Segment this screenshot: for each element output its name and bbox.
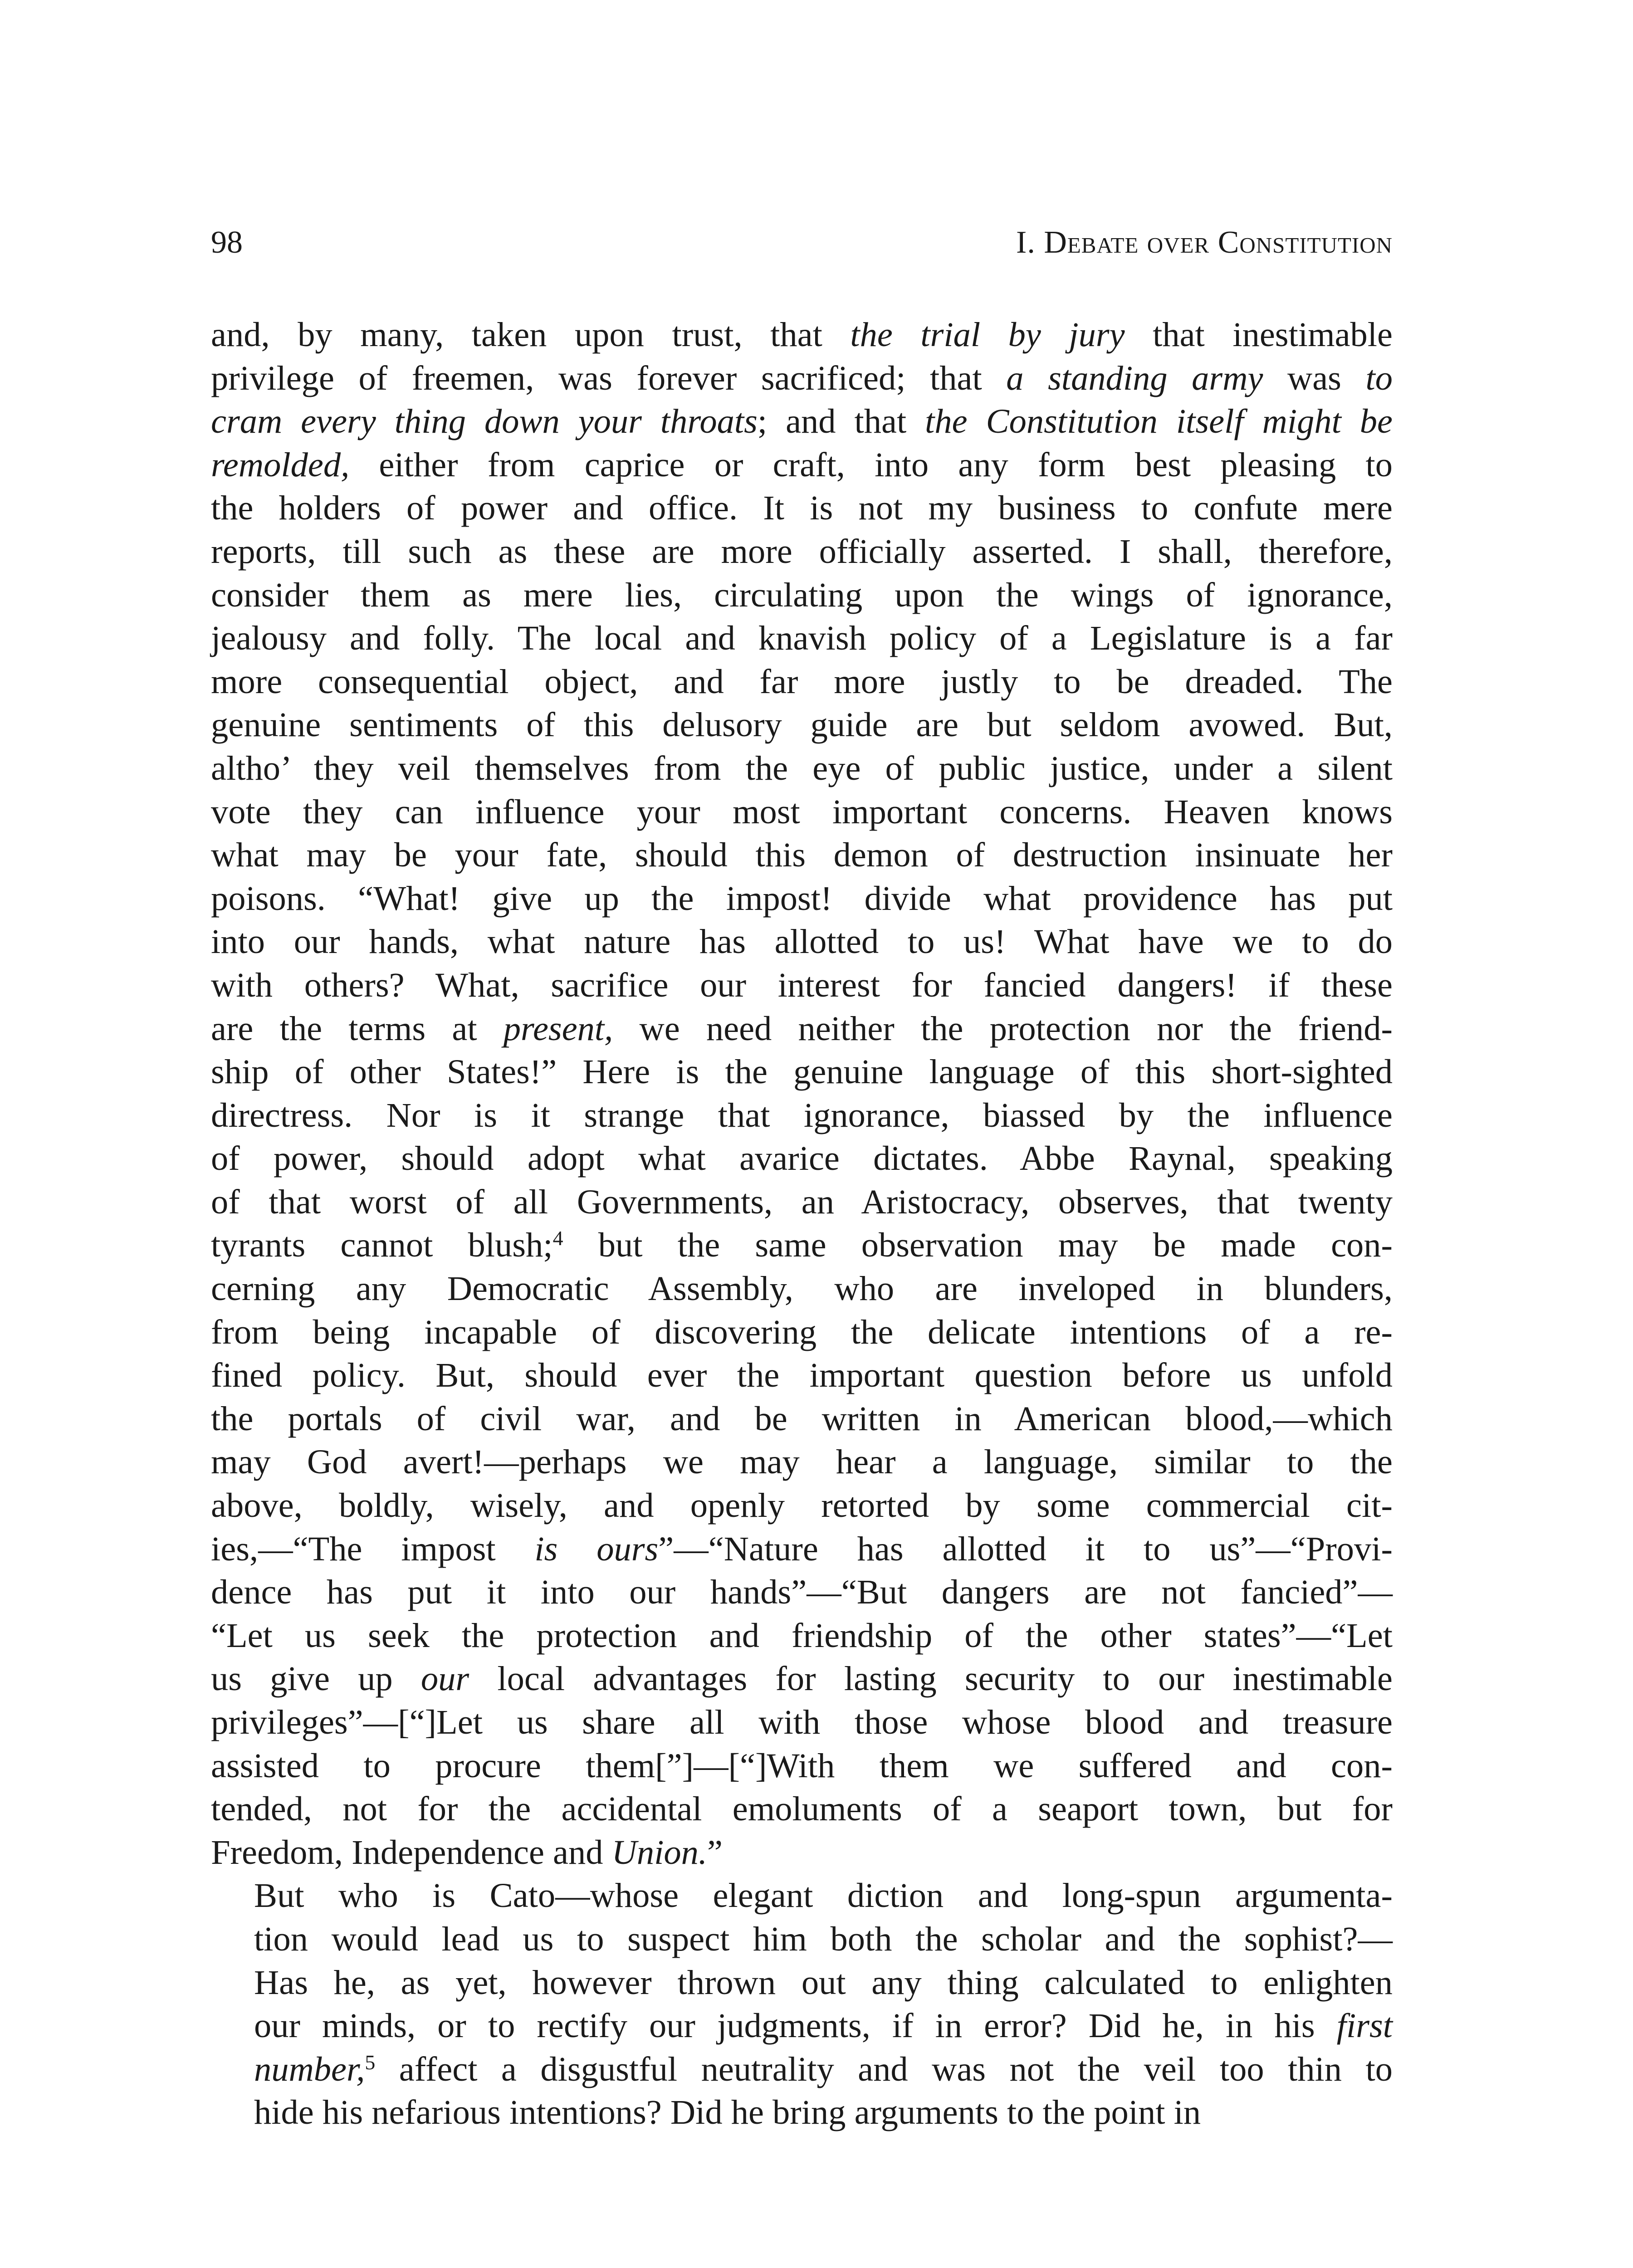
text-run: privileges”—[“]Let us share all with those whose blood and treasure [211, 1703, 1393, 1741]
text-line [211, 616, 1393, 660]
text-run: directress. Nor is it strange that ignorance, biassed by the influence [211, 1095, 1393, 1134]
italic-run: the trial by jury [850, 315, 1125, 354]
text-run: and, by many, taken upon trust, that [211, 315, 851, 354]
italic-run: Union. [611, 1833, 708, 1872]
text-run: tended, not for the accidental emoluments of a seaport town, but for [211, 1789, 1393, 1828]
text-run: “Let us seek the protection and friendship of the other states”—“Let [211, 1616, 1393, 1655]
text-run: with others? What, sacrifice our interest for fancied dangers! if these [211, 965, 1393, 1004]
text-line [211, 573, 1393, 617]
text-line [211, 703, 1393, 747]
text-line [211, 313, 1393, 357]
text-line [211, 1484, 1393, 1527]
italic-run: cram every thing down your throats [211, 402, 758, 441]
text-run: privilege of freemen, was forever sacrificed; that [211, 358, 1007, 397]
text-run: above, boldly, wisely, and openly retorted by some commercial cit- [211, 1486, 1393, 1525]
text-line [211, 2091, 1393, 2134]
text-line [211, 1570, 1393, 1614]
text-line [211, 2048, 1393, 2091]
italic-run: is ours [534, 1529, 659, 1568]
text-line [211, 747, 1393, 790]
text-line [211, 1831, 1393, 1874]
text-run: ; and that [757, 402, 925, 441]
paragraph-2 [211, 1874, 1393, 2134]
footnote-reference: 5 [365, 2050, 376, 2074]
text-line [211, 400, 1393, 443]
text-line [211, 920, 1393, 963]
text-line [211, 357, 1393, 400]
text-line [211, 1223, 1393, 1267]
text-run: we need neither the protection nor the friend- [613, 1009, 1393, 1048]
text-line [211, 833, 1393, 877]
text-run: ship of other States!” Here is the genuine language of this short-sighted [211, 1052, 1393, 1091]
text-run: may God avert!—perhaps we may hear a language, similar to the [211, 1442, 1393, 1481]
text-line [211, 1094, 1393, 1137]
text-line [211, 2004, 1393, 2048]
text-run: tyrants cannot blush; [211, 1226, 553, 1265]
text-run: into our hands, what nature has allotted to us! What have we to do [211, 922, 1393, 961]
text-line [211, 1614, 1393, 1657]
text-run: assisted to procure them[”]—[“]With them we suffered and con- [211, 1746, 1393, 1785]
text-run: dence has put it into our hands”—“But dangers are not fancied”— [211, 1573, 1393, 1612]
paragraph-1 [211, 313, 1393, 1874]
text-run: the holders of power and office. It is not my business to confute mere [211, 489, 1393, 528]
text-run: But who is Cato—whose elegant diction and long-spun argumenta- [254, 1876, 1393, 1915]
text-run: ”—“Nature has allotted it to us”—“Provi- [658, 1529, 1393, 1568]
text-run: ” [707, 1833, 723, 1872]
text-run: genuine sentiments of this delusory guide are but seldom avowed. But, [211, 705, 1393, 744]
text-run: the portals of civil war, and be written in American blood,—which [211, 1399, 1393, 1438]
text-run: consider them as mere lies, circulating upon the wings of ignorance, [211, 575, 1393, 614]
text-run: altho’ they veil themselves from the eye of public justice, under a silent [211, 748, 1393, 787]
italic-run: a standing army [1006, 358, 1263, 397]
text-run: from being incapable of discovering the delicate intentions of a re- [211, 1312, 1393, 1351]
text-line [211, 877, 1393, 920]
footnote-reference: 4 [552, 1227, 563, 1250]
text-line [211, 1701, 1393, 1744]
text-run: tion would lead us to suspect him both the scholar and the sophist?— [254, 1919, 1393, 1958]
text-run: reports, till such as these are more officially asserted. I shall, therefore, [211, 532, 1393, 571]
italic-run: to [1365, 358, 1393, 397]
text-run: Has he, as yet, however thrown out any thing calculated to enlighten [254, 1963, 1393, 2002]
text-line [211, 1007, 1393, 1051]
text-run: of power, should adopt what avarice dictates. Abbe Raynal, speaking [211, 1139, 1393, 1178]
text-line [211, 443, 1393, 487]
text-line [211, 1527, 1393, 1571]
text-run: Freedom, Independence and [211, 1833, 612, 1872]
text-run: that inestimable [1125, 315, 1393, 354]
text-run: jealousy and folly. The local and knavish policy of a Legislature is a far [211, 619, 1393, 658]
italic-run: remolded, [211, 445, 350, 484]
text-line [211, 1397, 1393, 1441]
text-run: was [1263, 358, 1366, 397]
text-run: ies,—“The impost [211, 1529, 535, 1568]
text-run: local advantages for lasting security to our inestimable [469, 1659, 1393, 1698]
text-line [211, 1137, 1393, 1180]
italic-run: number, [254, 2049, 365, 2088]
text-line [211, 1917, 1393, 1961]
italic-run: first [1336, 2006, 1393, 2045]
text-line [211, 486, 1393, 530]
body-text [211, 313, 1393, 2134]
text-run: hide his nefarious intentions? Did he bring arguments to the point in [254, 2093, 1201, 2132]
text-line [211, 1310, 1393, 1354]
text-line [211, 1657, 1393, 1701]
text-run: of that worst of all Governments, an Aristocracy, observes, that twenty [211, 1182, 1393, 1221]
text-run: but the same observation may be made con- [563, 1226, 1393, 1265]
italic-run: the Constitution itself might be [925, 402, 1393, 441]
text-line [211, 790, 1393, 834]
text-line [211, 1267, 1393, 1310]
text-line [211, 1354, 1393, 1397]
running-head [211, 222, 1393, 263]
text-run: fined policy. But, should ever the important question before us unfold [211, 1356, 1393, 1395]
text-line [211, 660, 1393, 704]
text-line [211, 530, 1393, 573]
text-line [211, 1787, 1393, 1831]
text-run: more consequential object, and far more justly to be dreaded. The [211, 662, 1393, 701]
italic-run: present, [503, 1009, 613, 1048]
text-line [211, 1180, 1393, 1224]
text-line [211, 1961, 1393, 2004]
text-run: our minds, or to rectify our judgments, if in error? Did he, in his [254, 2006, 1337, 2045]
text-run: are the terms at [211, 1009, 504, 1048]
section-title: I. Debate over Constitution [1016, 225, 1393, 260]
text-line [211, 1744, 1393, 1788]
text-line [211, 963, 1393, 1007]
text-run: either from caprice or craft, into any form best pleasing to [349, 445, 1393, 484]
text-line [211, 1874, 1393, 1917]
text-run: us give up [211, 1659, 421, 1698]
page-number: 98 [211, 225, 243, 260]
text-line [211, 1440, 1393, 1484]
text-line [211, 1050, 1393, 1094]
text-run: vote they can influence your most important concerns. Heaven knows [211, 792, 1393, 831]
italic-run: our [420, 1659, 469, 1698]
text-run: affect a disgustful neutrality and was not the veil too thin to [375, 2049, 1393, 2088]
text-run: what may be your fate, should this demon of destruction insinuate her [211, 836, 1393, 875]
text-run: cerning any Democratic Assembly, who are inveloped in blunders, [211, 1269, 1393, 1308]
text-run: poisons. “What! give up the impost! divide what providence has put [211, 879, 1393, 918]
